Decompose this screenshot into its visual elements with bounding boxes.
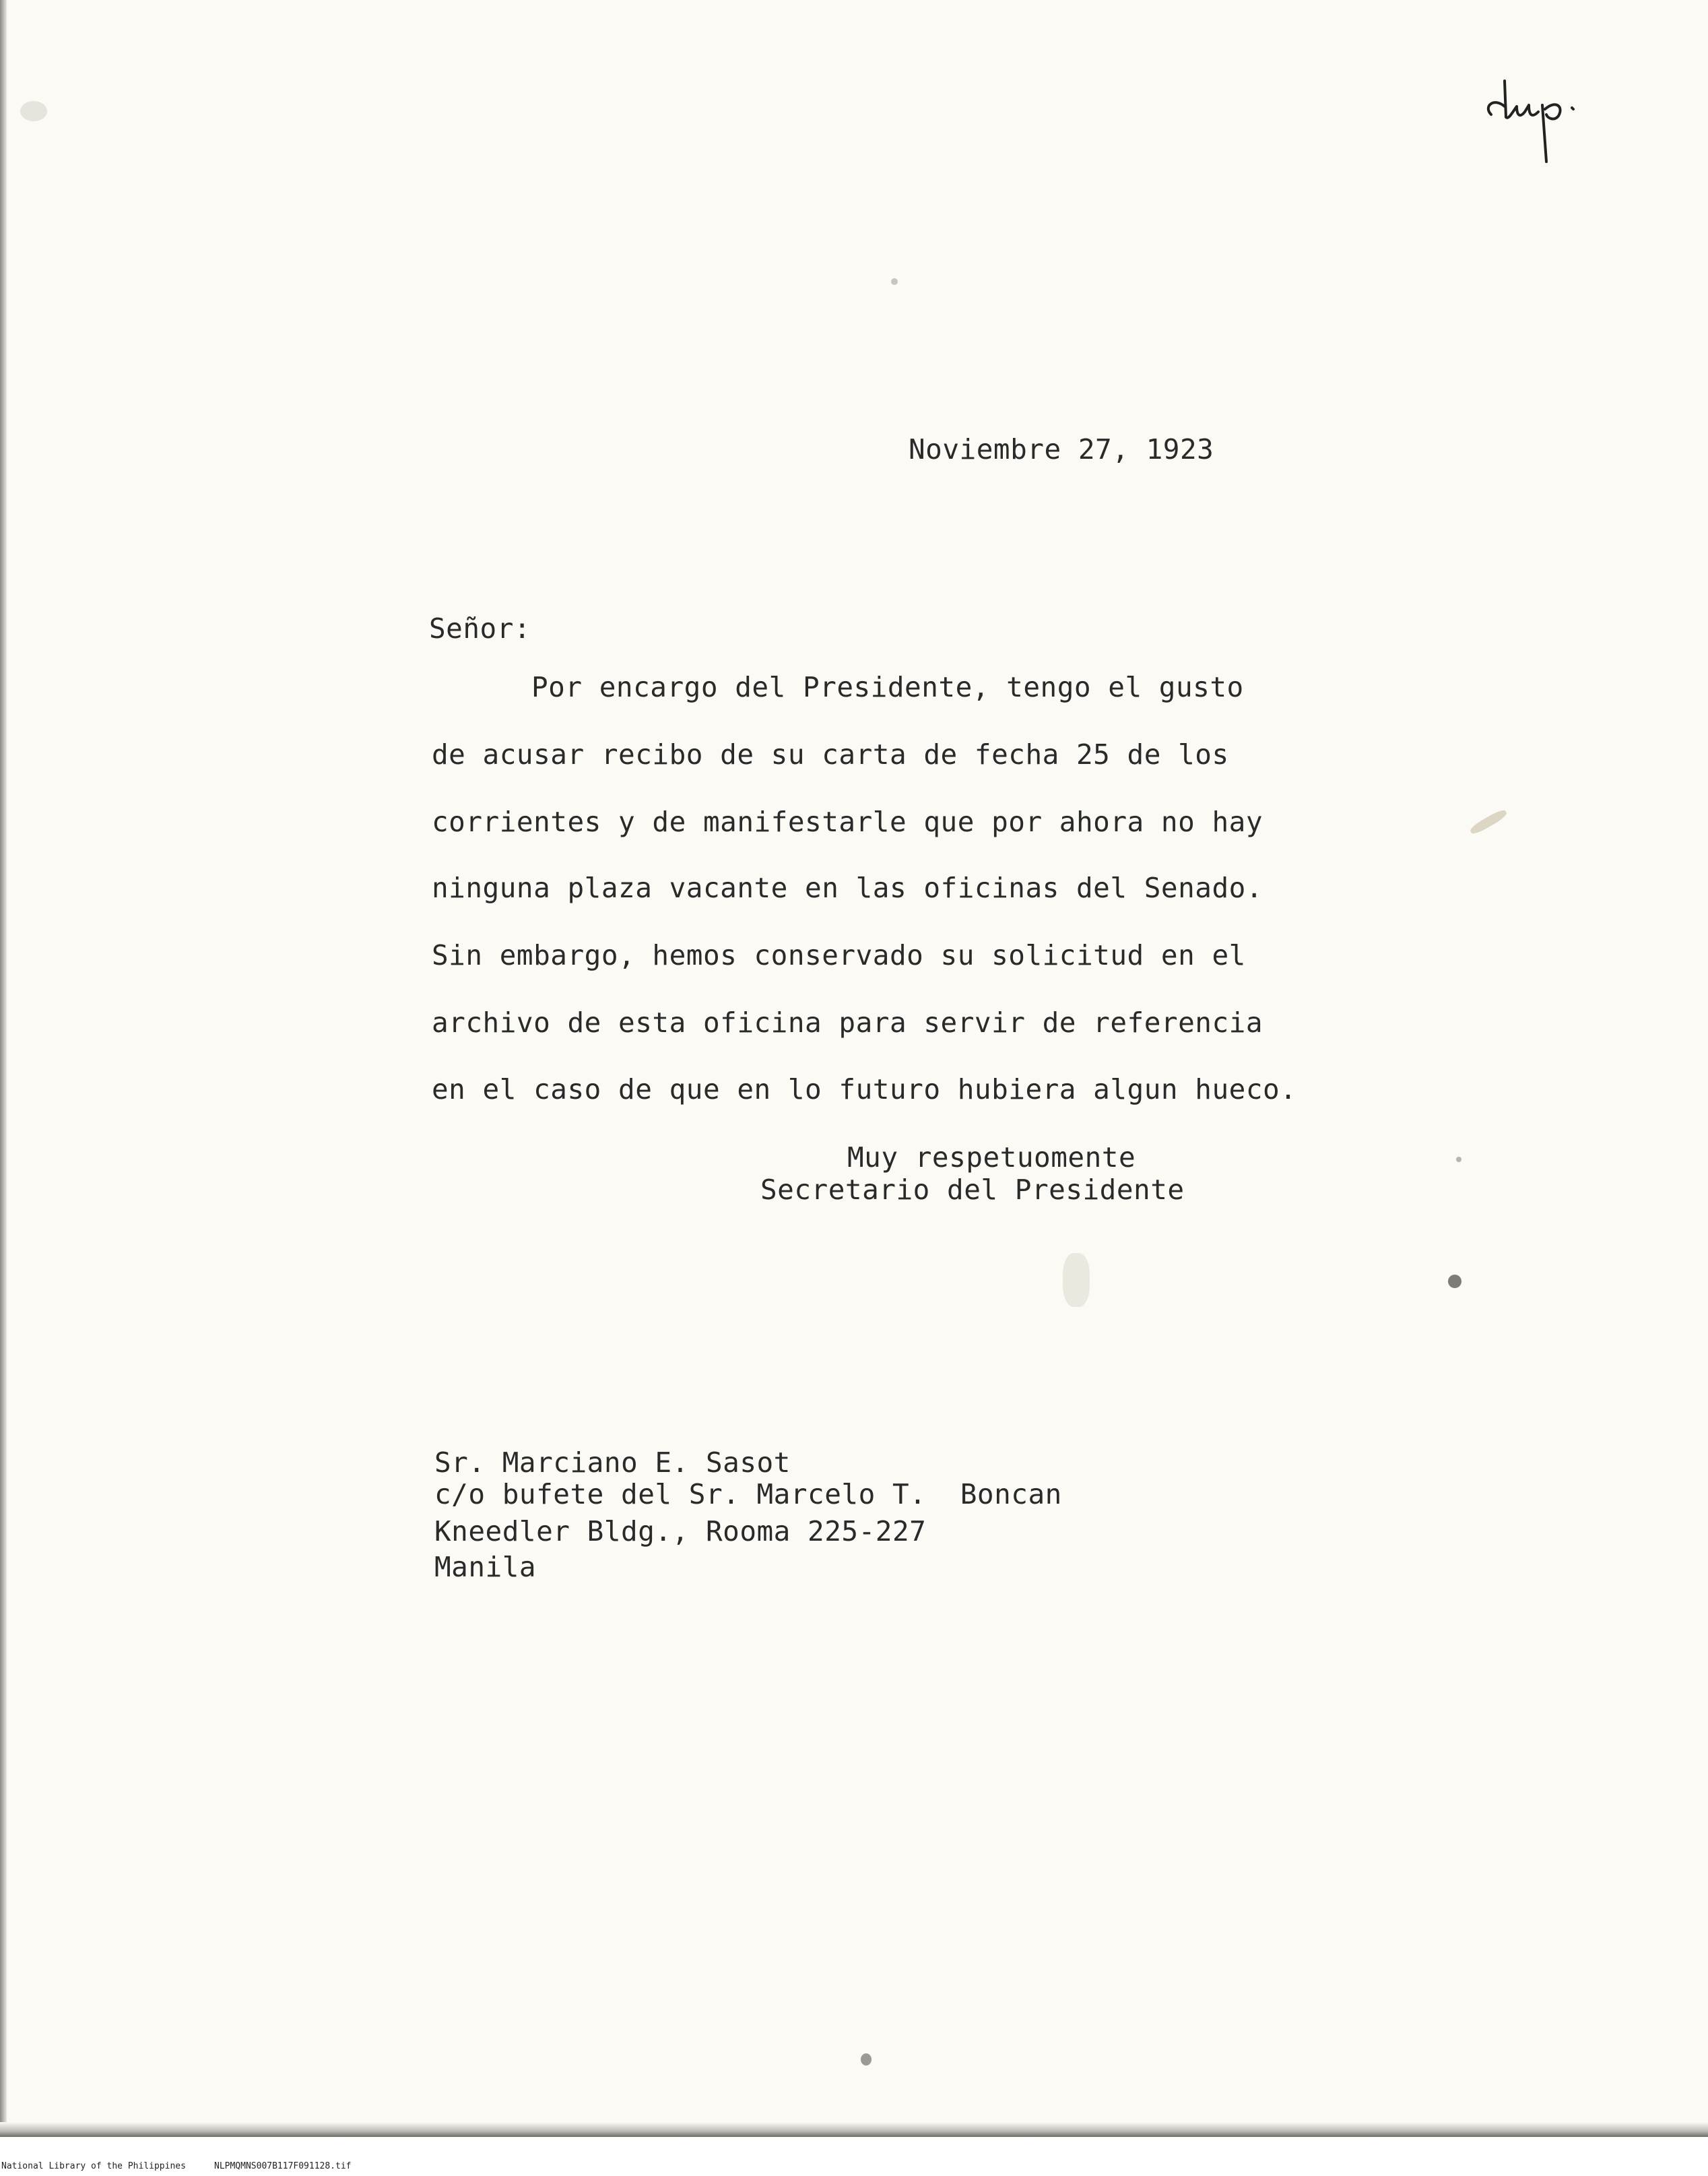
recipient-line: Manila bbox=[434, 1551, 537, 1583]
paper-stain bbox=[1063, 1253, 1090, 1307]
body-line: de acusar recibo de su carta de fecha 25 de los bbox=[432, 738, 1229, 771]
body-line: Por encargo del Presidente, tengo el gusto bbox=[531, 671, 1244, 703]
body-line: archivo de esta oficina para servir de referencia bbox=[432, 1006, 1263, 1039]
salutation: Señor: bbox=[429, 612, 531, 645]
body-line: corrientes y de manifestarle que por ahora no hay bbox=[432, 806, 1263, 838]
scan-bottom-shadow bbox=[0, 2122, 1708, 2137]
recipient-line: Sr. Marciano E. Sasot bbox=[434, 1446, 791, 1479]
letter-date: Noviembre 27, 1923 bbox=[909, 433, 1214, 466]
paper-speck bbox=[891, 278, 898, 285]
paper-speck bbox=[861, 2053, 872, 2066]
paper-stain bbox=[20, 101, 47, 121]
recipient-line: Kneedler Bldg., Rooma 225-227 bbox=[434, 1515, 927, 1547]
paper-speck bbox=[1448, 1275, 1461, 1288]
footer-file-id: NLPMQMNS007B117F091128.tif bbox=[214, 2161, 352, 2171]
handwritten-dup-note bbox=[1482, 67, 1603, 168]
body-line: Sin embargo, hemos conservado su solicitud en el bbox=[432, 939, 1246, 971]
paper-speck bbox=[1456, 1157, 1461, 1162]
signature-title: Secretario del Presidente bbox=[760, 1174, 1185, 1206]
body-line: en el caso de que en lo futuro hubiera algun hueco. bbox=[432, 1073, 1297, 1106]
paper-stain bbox=[1469, 808, 1509, 836]
footer-source: National Library of the Philippines bbox=[1, 2161, 186, 2171]
closing: Muy respetuomente bbox=[847, 1141, 1136, 1174]
body-line: ninguna plaza vacante en las oficinas del Senado. bbox=[432, 872, 1263, 904]
scan-left-edge bbox=[0, 0, 7, 2134]
recipient-line: c/o bufete del Sr. Marcelo T. Boncan bbox=[434, 1478, 1062, 1510]
